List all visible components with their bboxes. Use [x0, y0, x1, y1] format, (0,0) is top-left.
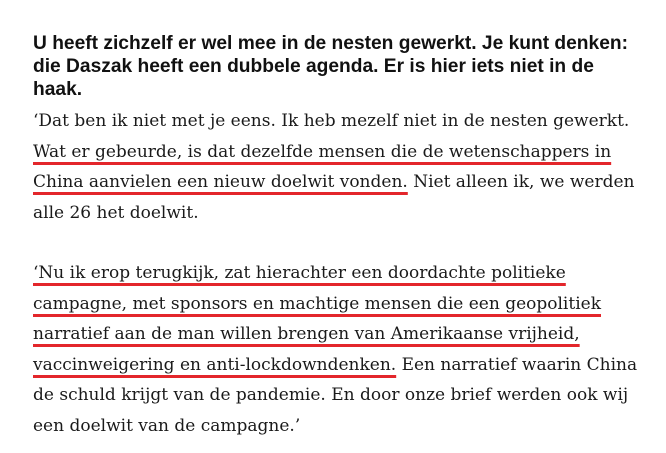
answer-2-highlighted-text: ‘Nu ik erop terugkijk, zat hierachter een doordachte politieke campagne, met sponsors en machtige mensen die een geopolitiek narratief aan de man willen brengen van Amerikaanse vrijheid, vaccinweigering en anti-lockdowndenken. [33, 263, 601, 375]
answer-1-text-end: Niet alleen ik, we werden alle 26 het doelwit. [33, 172, 635, 223]
interview-question: U heeft zichzelf er wel mee in de nesten gewerkt. Je kunt denken: die Daszak heeft een dubbele agenda. Er is hier iets niet in de haak. [33, 33, 628, 100]
answer-paragraph-2 [33, 258, 646, 441]
answer-1-text-start: ‘Dat ben ik niet met je eens. Ik heb mezelf niet in de nesten gewerkt. [33, 111, 630, 131]
answer-paragraph-1 [33, 106, 646, 228]
answer-1-highlighted-text: Wat er gebeurde, is dat dezelfde mensen die de wetenschappers in China aanvielen een nieuw doelwit vonden. [33, 141, 612, 192]
answer-2-text-end: Een narratief waarin China de schuld krijgt van de pandemie. En door onze brief werden ook wij een doelwit van de campagne.’ [33, 354, 638, 436]
